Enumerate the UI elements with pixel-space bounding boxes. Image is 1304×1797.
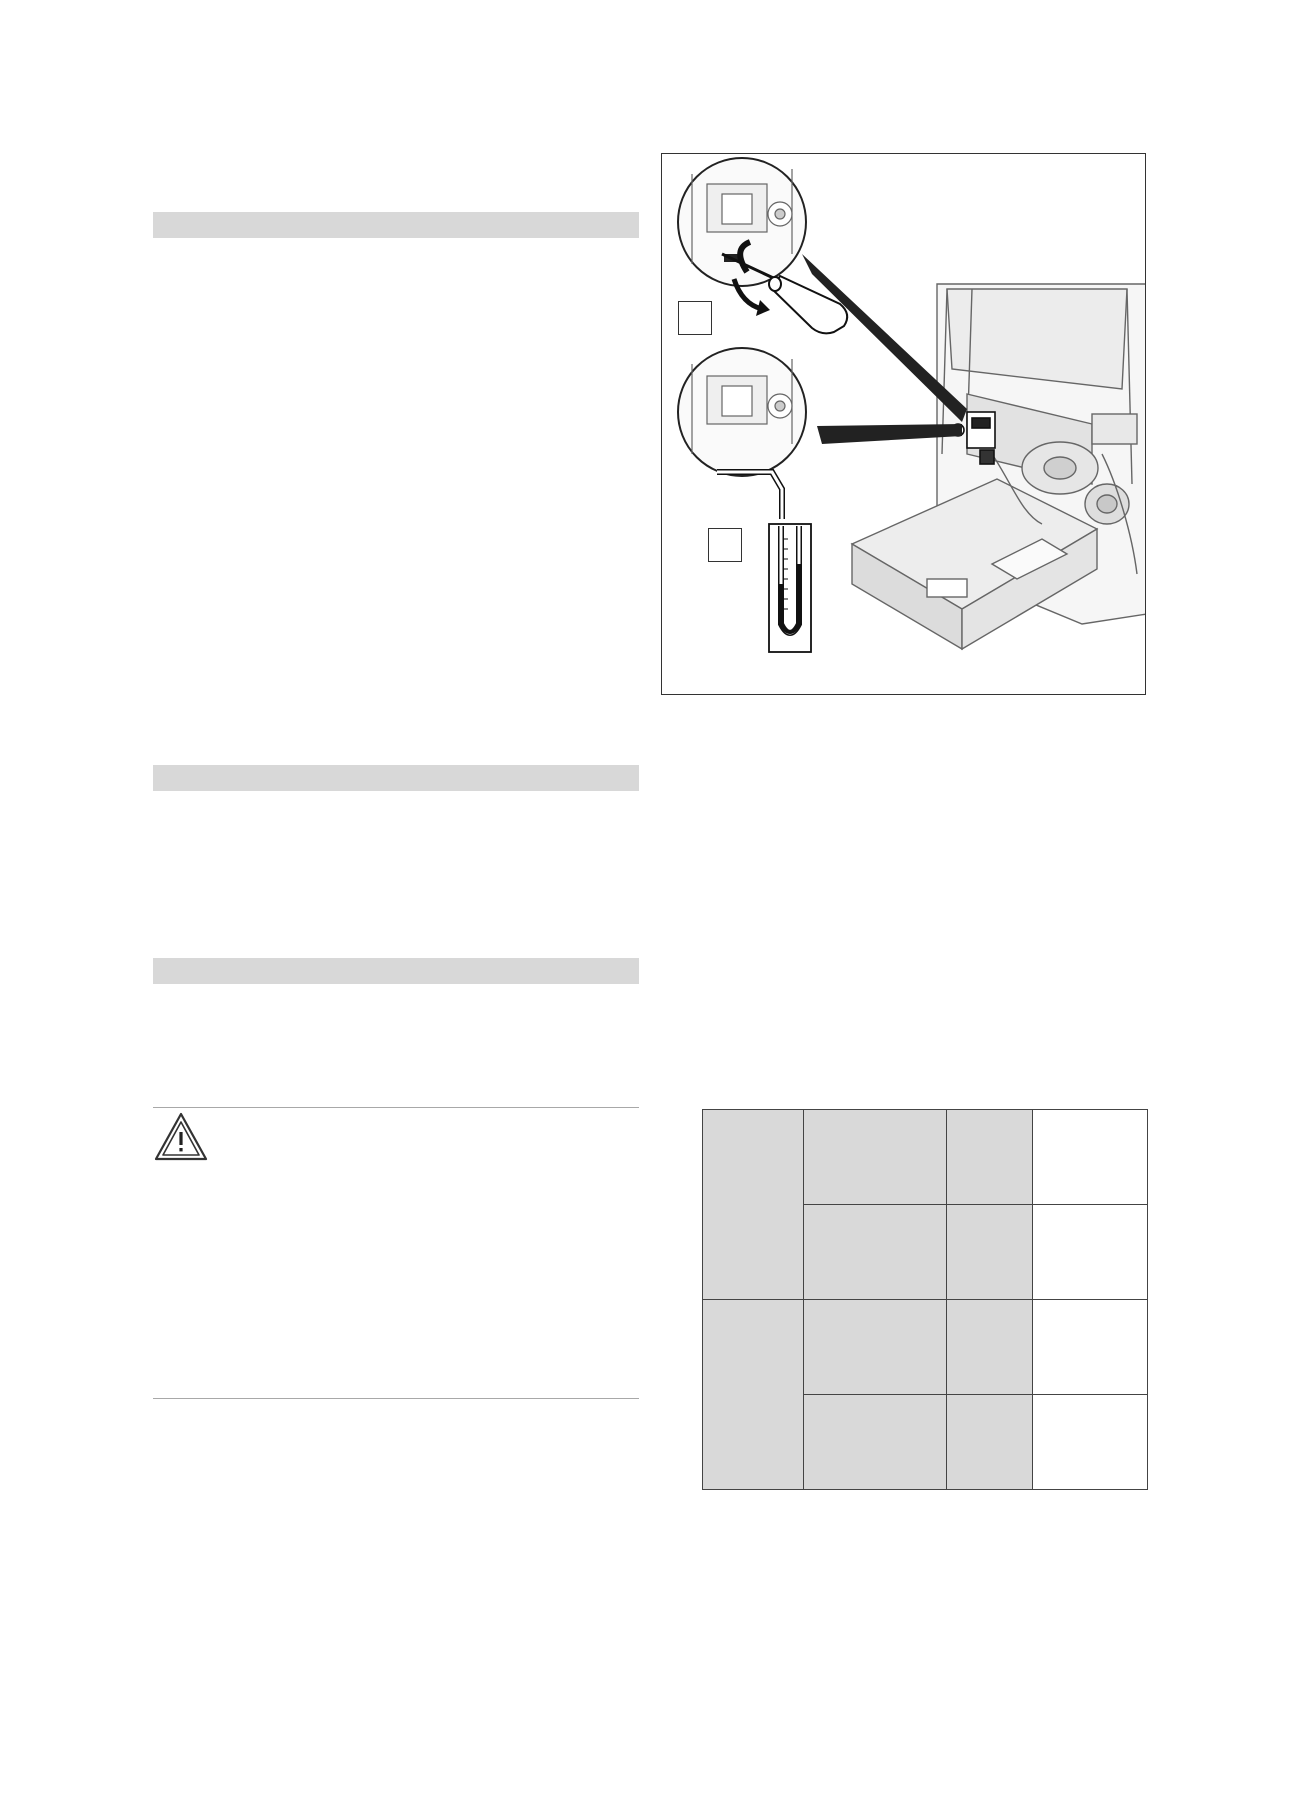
table-row: [703, 1300, 1148, 1395]
gas-valve-adjustment-figure: [661, 153, 1146, 695]
table-cell: [947, 1205, 1033, 1300]
table-group-cell: [703, 1110, 804, 1300]
table-cell: [1033, 1205, 1148, 1300]
manometer-icon: [717, 472, 811, 652]
table-cell: [804, 1205, 947, 1300]
table-cell: [1033, 1395, 1148, 1490]
section-heading-bar-2: [153, 765, 639, 791]
table-cell: [804, 1300, 947, 1395]
table-row: [703, 1110, 1148, 1205]
specification-table: [702, 1109, 1148, 1490]
figure-drawing: [662, 154, 1146, 695]
warning-triangle-icon: [153, 1111, 209, 1163]
warning-bottom-rule: [153, 1398, 639, 1399]
table-cell: [947, 1300, 1033, 1395]
table-cell: [947, 1110, 1033, 1205]
section-heading-bar-3: [153, 958, 639, 984]
step-label-box-2: [708, 528, 742, 562]
table-cell: [1033, 1300, 1148, 1395]
boiler-drawing: [852, 284, 1146, 649]
step-label-box-1: [678, 301, 712, 335]
table-cell: [804, 1110, 947, 1205]
table-cell: [947, 1395, 1033, 1490]
table-cell: [1033, 1110, 1148, 1205]
table-cell: [804, 1395, 947, 1490]
warning-top-rule: [153, 1107, 639, 1108]
detail-circle-bottom: [678, 348, 806, 476]
table-group-cell: [703, 1300, 804, 1490]
section-heading-bar-1: [153, 212, 639, 238]
